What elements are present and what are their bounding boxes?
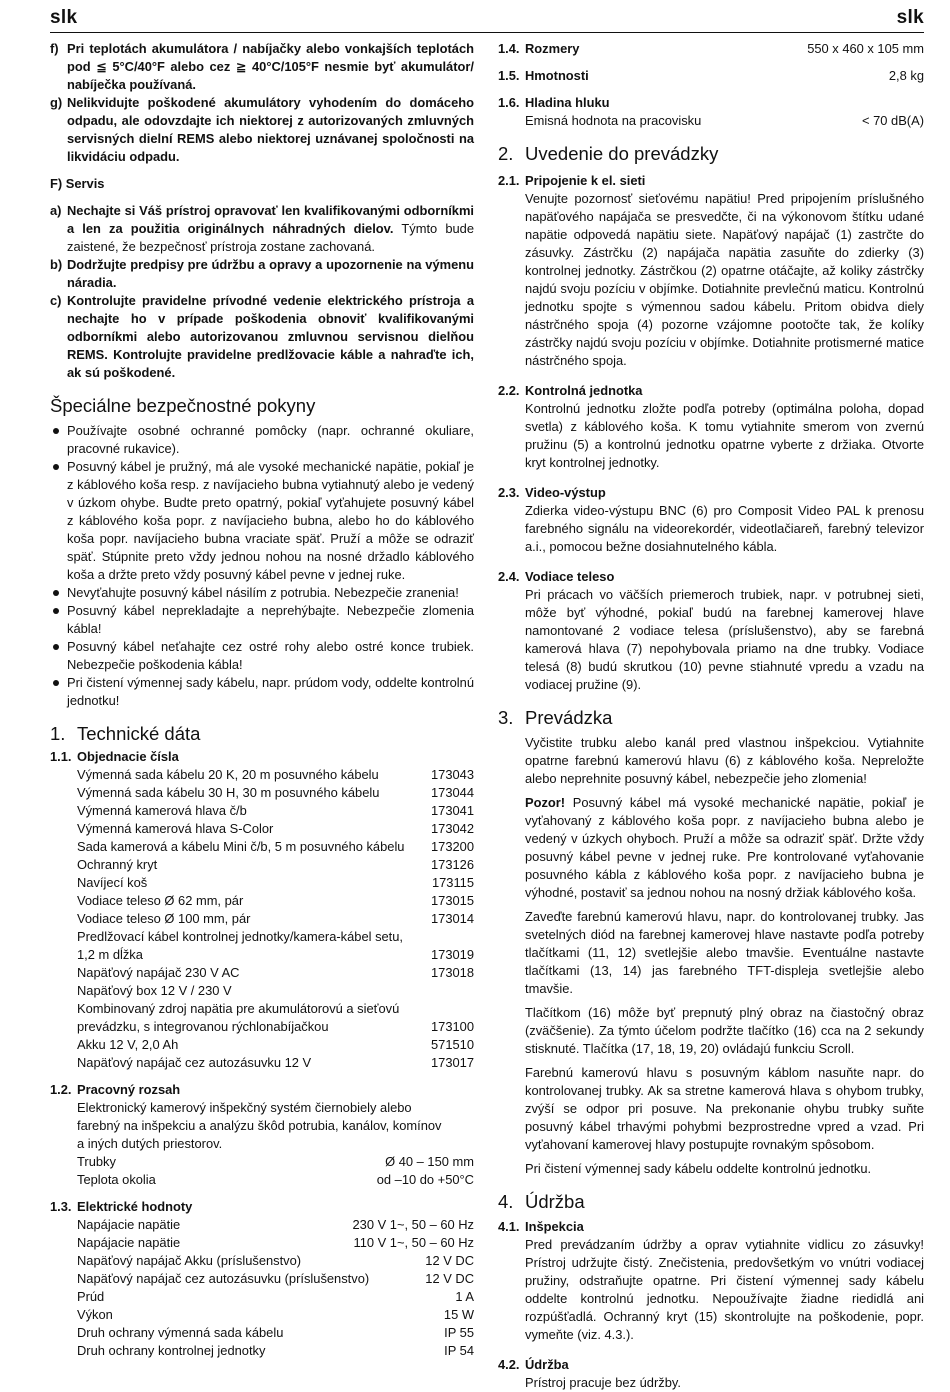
bullet-item: Používajte osobné ochranné pomôcky (napr. ochranné okuliare, pracovné rukavice). xyxy=(50,422,474,458)
section-2-2-title: 2.2. Kontrolná jednotka xyxy=(498,383,643,398)
elec-row-value: 15 W xyxy=(443,1307,474,1322)
order-row-label: Napäťový napájač cez autozásuvku 12 V xyxy=(77,1055,312,1070)
safety-item-g: g) Nelikvidujte poškodené akumulátory vyhodením do domáceho odpadu, ale odovzdajte ich niektorej z autorizovaných zmluvných servisných dielní REMS alebo niektorej uznávanej spoločnosti na likvidáciu odpadu. xyxy=(50,95,474,164)
noise-row: Emisná hodnota na pracovisku < 70 dB(A) xyxy=(525,113,924,128)
order-row-label: Navíjecí koš xyxy=(77,875,148,890)
order-row xyxy=(77,820,474,838)
page-header xyxy=(50,6,924,33)
order-row-label: Sada kamerová a kábelu Mini č/b, 5 m posuvného kábelu xyxy=(77,839,405,854)
operation-para: Zaveďte farebnú kamerovú hlavu, napr. do kontrolovanej trubky. Jas svetelných diód na farebnej kamerovej hlave nastavte podľa potreby tlačítkami (11, 12) svetlejšie alebo tmavšie. Eventuálne nastavte tlačítkami (13, 14) jas farebného TFT-displeja svetlejšie alebo tmavšie. xyxy=(525,909,924,996)
order-row xyxy=(77,1036,474,1054)
elec-row-label: Druh ochrany kontrolnej jednotky xyxy=(77,1343,266,1358)
order-row-value: 173200 xyxy=(430,839,474,854)
bullet-item: Posuvný kábel neprekladajte a neprehýbajte. Nebezpečie zlomenia kábla! xyxy=(50,602,474,638)
order-row xyxy=(77,766,474,784)
elec-row xyxy=(77,1216,474,1234)
order-list xyxy=(50,766,474,1072)
order-row-value: 173017 xyxy=(430,1055,474,1070)
elec-row-value: IP 54 xyxy=(444,1343,474,1358)
header-lang-left: slk xyxy=(50,7,78,28)
order-row xyxy=(77,784,474,802)
elec-row-label: Prúd xyxy=(77,1289,105,1304)
range-text: Elektronický kamerový inšpekčný systém čiernobiely alebo farebný na inšpekciu a analýzu škôd potrubia, kanálov, komínov a iných dutých priestorov. xyxy=(77,1100,442,1151)
operation-para: Pri čistení výmennej sady kábelu oddelte kontrolnú jednotku. xyxy=(525,1161,872,1176)
bullet-item: Posuvný kábel neťahajte cez ostré rohy alebo ostré konce trubiek. Nebezpečie poškodenia kábla! xyxy=(50,638,474,674)
elec-row-value: IP 55 xyxy=(444,1325,474,1340)
range-row: Trubky Ø 40 – 150 mm xyxy=(77,1154,474,1169)
section-1-2-title: 1.2. Pracovný rozsah xyxy=(50,1082,181,1097)
section-4-1-text: Pred prevádzaním údržby a oprav vytiahnite vidlicu zo zásuvky! Prístroj udržujte čistý. Znečistenia, predovšetkým vo vnútri vodiacej pružiny, odstraňujte opatrne. Pri čistení výmennej sady kábelu oddelte kontrolnú jednotku. Nepoužívajte žiadne riedidlá ani rozpúšťadlá. Ochranný kryt (15) skontrolujte na poškodenie, popr. vymeňte (viz. 4.3.). xyxy=(525,1237,924,1342)
servis-item-a: a) Nechajte si Váš prístroj opravovať len kvalifikovanými odborníkmi a len za použitia originálnych náhradných dielov. Týmto bude zaistené, že bezpečnosť prístroja zostane zachovaná. xyxy=(50,203,475,254)
range-row: Teplota okolia od –10 do +50°C xyxy=(77,1172,474,1187)
order-row-label: Výmenná sada kábelu 30 H, 30 m posuvného kábelu xyxy=(77,785,380,800)
order-row-label: Výmenná kamerová hlava S-Color xyxy=(77,821,274,836)
operation-para: Vyčistite trubku alebo kanál pred vlastnou inšpekciou. Vytiahnite opatrne farebnú kamerovú hlavu (6) z káblového koša. Nepreložte alebo neprehnite posuvný kábel, nebezpečie jeho zlomenia! xyxy=(525,735,924,786)
elec-row xyxy=(77,1270,474,1288)
elec-row xyxy=(77,1288,474,1306)
tech-heading: 1. Technické dáta xyxy=(50,723,201,744)
order-row-label: Kombinovaný zdroj napätia pre akumulátorovú a sieťovú prevádzku, s integrovanou rýchlonabíjačkou xyxy=(77,1001,400,1034)
order-row-value: 173018 xyxy=(430,965,474,980)
servis-title: F) Servis xyxy=(50,176,105,191)
elec-row xyxy=(77,1252,474,1270)
section-1-4: 1.4. Rozmery 550 x 460 x 105 mm xyxy=(498,41,924,56)
bullet-item: Posuvný kábel je pružný, má ale vysoké mechanické napätie, pokiaľ je z káblového koša resp. z navíjacieho bubna vytiahnutý alebo je vedený v úzkom ohybe. Budte preto opatrný, pokiaľ vyťahujete posuvný kábel z káblového koša popr. z navíjacieho bubna, alebo ho do káblového koša popr. navíjacieho bubna vraciate späť. Pruží a môže se odraziť späť. Stúpnite preto vždy jednou nohou na nosné držadlo káblového koša a držte preto vždy posuvný kábel pevne v jednej ruke. xyxy=(50,458,474,584)
order-row xyxy=(77,838,474,856)
section-2-4-text: Pri prácach vo väčších priemeroch trubiek, napr. v potrubnej sieti, môže byť výhodné, pokiaľ budú na farebnej kamerovej hlave namontované 2 vodiace telesa (príslušenstvo), aby se farebná kamerová hlava (7) nepohybovala priamo na dne trubky. Vodiace telesá (8) budú skrutkou (10) pevne stiahnuté vpredu a vzadu na vodiacej pružine (9). xyxy=(525,587,924,692)
header-lang-right: slk xyxy=(896,7,924,28)
order-row-label: Napäťový box 12 V / 230 V xyxy=(77,983,232,998)
section-2-3-text: Zdierka video-výstupu BNC (6) pro Composit Video PAL k prenosu farebného signálu na videorekordér, videotlačiareň, farebný televizor a.i., pomocou bežne dosiahnutelného kábla. xyxy=(525,503,924,554)
order-row xyxy=(77,874,474,892)
elec-row-label: Napäťový napájač cez autozásuvku (príslušenstvo) xyxy=(77,1271,370,1286)
order-row xyxy=(77,892,474,910)
elec-row xyxy=(77,1324,474,1342)
order-row-value: 173041 xyxy=(430,803,474,818)
weight-value: 2,8 kg xyxy=(888,68,924,83)
elec-row xyxy=(77,1306,474,1324)
section-4-2-title: 4.2. Údržba xyxy=(498,1357,569,1372)
order-row-value: 173042 xyxy=(430,821,474,836)
elec-row-label: Napäťový napájač Akku (príslušenstvo) xyxy=(77,1253,302,1268)
order-row xyxy=(77,856,474,874)
elec-row-value: 110 V 1~, 50 – 60 Hz xyxy=(353,1235,474,1250)
order-row xyxy=(77,910,474,928)
section-2-2-text: Kontrolnú jednotku zložte podľa potreby (optimálna poloha, dopad svetla) z káblového koša. K tomu vytiahnite smerom von zvernú pružinu (5) a kontrolnú jednotku opatrne vyberte z držiaka. Otvorte kryt kontrolnej jednotky. xyxy=(525,401,924,470)
order-row-value: 173126 xyxy=(430,857,474,872)
section-1-5: 1.5. Hmotnosti 2,8 kg xyxy=(498,68,924,83)
order-row-label: Vodiace teleso Ø 62 mm, pár xyxy=(77,893,244,908)
elec-row-value: 1 A xyxy=(455,1289,474,1304)
special-safety-heading: Špeciálne bezpečnostné pokyny xyxy=(50,395,316,416)
order-row-value: 173014 xyxy=(430,911,474,926)
order-row-label: Výmenná kamerová hlava č/b xyxy=(77,803,247,818)
section-2-1-text: Venujte pozornosť sieťovému napätiu! Pred pripojením príslušného napäťového napájača se presvedčte, či na výkonovom štítku udané napätie odpovedá napätiu siete. Napäťový napájač (1) zastrčte do zásuvky. Zástrčku (2) napájača napätia zasuňte do zdierky (3) kontrolnej jednotky. Zástrčkou (2) opatrne otáčajte, až koliky zástrčky najdú svoju pozíciu v objímke. Dotiahnite prevlečnú maticu. Kontrolnú jednotku spojte s výmennou sadou kábelu. Pritom obidva diely nástrčného spoja (4) pozorne vzájomne pootočte tak, že kolíky zástrčky najdú svoju pozíciu v objímke. Dotiahnite protismerné matice nástrčného spoja. xyxy=(525,191,924,368)
dimensions-value: 550 x 460 x 105 mm xyxy=(807,41,924,56)
servis-item-b: b) Dodržujte predpisy pre údržbu a opravy a upozornenie na výmenu náradia. xyxy=(50,257,474,290)
order-row-value: 571510 xyxy=(430,1037,474,1052)
operation-para: Tlačítkom (16) môže byť prepnutý plný obraz na čiastočný obraz (zväčšenie). Za týmto účelom podržte tlačítko (16) cca na 2 sekundy stisknuté. Tlačítka (17, 18, 19, 20) ovládajú funkciu Scroll. xyxy=(525,1005,924,1056)
order-row-value: 173100 xyxy=(430,1019,474,1034)
order-row xyxy=(77,1000,474,1036)
order-row-label: Akku 12 V, 2,0 Ah xyxy=(77,1037,179,1052)
right-column xyxy=(498,40,924,1392)
order-row-value: 173115 xyxy=(431,875,474,890)
order-row xyxy=(77,964,474,982)
section-4-2-text: Prístroj pracuje bez údržby. xyxy=(525,1375,681,1390)
section-2-4-title: 2.4. Vodiace teleso xyxy=(498,569,615,584)
section-1-6-title: 1.6. Hladina hluku xyxy=(498,95,610,110)
order-row xyxy=(77,802,474,820)
range-rows xyxy=(50,1153,474,1189)
order-row xyxy=(77,982,474,1000)
operation-heading: 3. Prevádzka xyxy=(498,707,613,728)
elec-row xyxy=(77,1342,474,1360)
section-2-1-title: 2.1. Pripojenie k el. sieti xyxy=(498,173,646,188)
order-row-label: Vodiace teleso Ø 100 mm, pár xyxy=(77,911,251,926)
elec-row-value: 230 V 1~, 50 – 60 Hz xyxy=(352,1217,474,1232)
elec-row-label: Napájacie napätie xyxy=(77,1235,181,1250)
maintenance-heading: 4. Údržba xyxy=(498,1191,585,1212)
commissioning-heading: 2. Uvedenie do prevádzky xyxy=(498,143,719,164)
operation-para: Pozor! Posuvný kábel má vysoké mechanické napätie, pokiaľ je vyťahovaný z káblového koša popr. z navíjacieho bubna alebo je vedený v úzkych ohyboch. Pruží a môže sa odraziť späť. Držte vždy posuvný kábel pevne v jednej ruke. Pre kontrolované vyťahovanie posuvného kábla z káblového koša popr. z navíjacieho bubna je výhodné, postaviť sa jednou nohou na nosný držiak káblového koša. xyxy=(525,795,924,900)
order-row xyxy=(77,1054,474,1072)
order-row-label: Ochranný kryt xyxy=(77,857,158,872)
order-row-value: 173019 xyxy=(430,947,474,962)
order-row-label: Napäťový napájač 230 V AC xyxy=(77,965,240,980)
order-row-value: 173043 xyxy=(430,767,474,782)
order-row-label: Predlžovací kábel kontrolnej jednotky/kamera-kábel setu, 1,2 m dĺžka xyxy=(77,929,404,962)
safety-item-f: f) Pri teplotách akumulátora / nabíjačky alebo vonkajších teplotách pod ≦ 5°C/40°F alebo cez ≧ 40°C/105°F nesmie byť akumulátor/ nabíječka používaná. xyxy=(50,41,474,92)
servis-item-c: c) Kontrolujte pravidelne prívodné vedenie elektrického prístroja a nechajte ho v prípade poškodenia obnoviť kvalifikovanými odborníkmi alebo autorizovanou zmluvnou servisnou dielňou REMS. Kontrolujte pravidelne predlžovacie káble a nahraďte ich, ak sú poškodené. xyxy=(50,293,474,380)
operation-para: Farebnú kamerovú hlavu s posuvným káblom nasuňte napr. do kontrolovanej trubky. Ak sa stretne kamerová hlava s ohybom trubky, zvýší se odpor pri posuve. Na prekonanie ohybu trubky suňte posuvný kábel trhavými pohybmi bezprostredne vpred a vzad. Pri vyťahovaní kamerovej hlavy postupujte rovnakým spôsobom. xyxy=(525,1065,924,1152)
left-column xyxy=(50,40,474,1360)
elec-row-value: 12 V DC xyxy=(425,1271,474,1286)
bullet-item: Pri čistení výmennej sady kábelu, napr. prúdom vody, oddelte kontrolnú jednotku! xyxy=(50,674,474,710)
elec-row-label: Výkon xyxy=(77,1307,113,1322)
elec-row-value: 12 V DC xyxy=(425,1253,474,1268)
elec-row-label: Napájacie napätie xyxy=(77,1217,181,1232)
elec-row xyxy=(77,1234,474,1252)
order-row-label: Výmenná sada kábelu 20 K, 20 m posuvného kábelu xyxy=(77,767,379,782)
bullet-item: Nevyťahujte posuvný kábel násilím z potrubia. Nebezpečie zranenia! xyxy=(50,584,474,602)
section-2-3-title: 2.3. Video-výstup xyxy=(498,485,606,500)
order-row-value: 173015 xyxy=(430,893,474,908)
elec-row-label: Druh ochrany výmenná sada kábelu xyxy=(77,1325,284,1340)
elec-list xyxy=(50,1216,474,1360)
section-4-1-title: 4.1. Inšpekcia xyxy=(498,1219,584,1234)
section-1-1-title: 1.1. Objednacie čísla xyxy=(50,749,179,764)
section-1-3-title: 1.3. Elektrické hodnoty xyxy=(50,1199,193,1214)
order-row xyxy=(77,928,474,964)
order-row-value: 173044 xyxy=(430,785,474,800)
